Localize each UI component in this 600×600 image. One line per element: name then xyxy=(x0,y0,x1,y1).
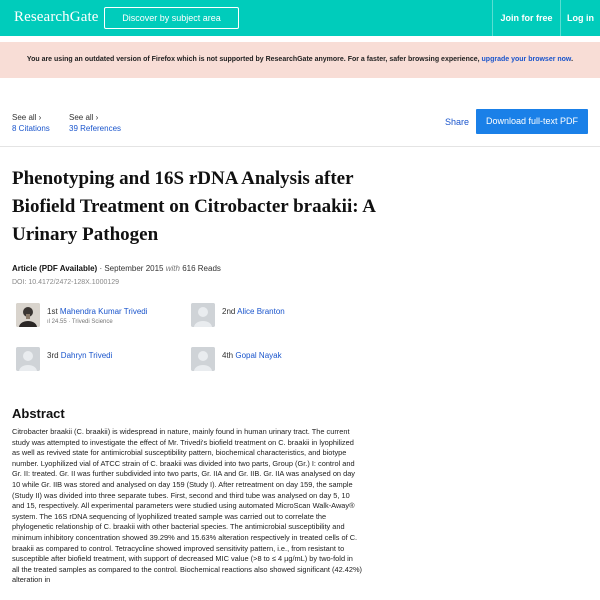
download-pdf-button[interactable]: Download full-text PDF xyxy=(476,109,588,134)
author-card xyxy=(191,347,381,375)
author-order: 1st xyxy=(47,307,58,316)
author-name[interactable]: Gopal Nayak xyxy=(235,351,282,360)
author-order: 2nd xyxy=(222,307,236,316)
author-name-line xyxy=(47,307,148,316)
notice-end: . xyxy=(571,56,574,63)
notice-text: You are using an outdated version of Firefox which is not supported by ResearchGate anymore. For a faster, safer browsing experience, xyxy=(26,56,482,63)
top-navbar xyxy=(0,0,600,36)
avatar[interactable] xyxy=(16,303,40,327)
user-placeholder-icon xyxy=(16,347,40,371)
avatar[interactable] xyxy=(191,303,215,327)
abstract-text: Citrobacter braakii (C. braakii) is widespread in nature, mainly found in human urinary tract. The current study was attempted to investigate the effect of Mr. Trivedi's biofield treatment on C. braakii in lyophilized as well as revived state for antimicrobial susceptibility pattern, biochemical characteristics, and biotype number. Lyophilized vial of ATCC strain of C. braakii was divided into two parts, Group (Gr.) I: control and Gr. II: treated. Gr. II was further subdivided into two parts, Gr. IIA and Gr. IIB. Gr. IIA was analysed on day 10 while Gr. IIB was stored and analysed on day 159 (Study I). After retreatment on day 159, the sample (Study II) was divided into three separate tubes. First, second and third tube was analysed on day 5, 10 and 15, respectively. All experimental parameters were studied using automated MicroScan Walk-Away® system. The 16S rDNA sequencing of lyophilized treated sample was carried out to correlate the phylogenetic relationship of C. braakii with other bacterial species. The antimicrobial susceptibility and minimum inhibitory concentration showed 39.29% and 15.63% alteration respectively in treated cells of C. braakii as compared to control. Tetracycline showed improved sensitivity pattern, i.e., from resistant to susceptible after biofield treatment, with support of decreased MIC value (>8 to ≤ 4 µg/mL) by two-fold in all the treated samples as compared to the control. Biochemical reactions also showed significant (42.42%) alteration in xyxy=(12,427,363,585)
author-card xyxy=(16,347,206,375)
avatar[interactable] xyxy=(16,347,40,371)
author-name-line xyxy=(222,307,285,316)
author-order: 4th xyxy=(222,351,234,360)
author-name[interactable]: Mahendra Kumar Trivedi xyxy=(59,307,148,316)
abstract-heading: Abstract xyxy=(12,406,65,421)
author-institution: · Trivedi Science xyxy=(68,319,113,325)
author-info xyxy=(47,319,113,325)
share-button[interactable]: Share xyxy=(445,117,470,127)
doi: DOI: 10.4172/2472-128X.1000129 xyxy=(12,279,120,286)
author-score: 24.55 xyxy=(51,319,67,325)
login-button[interactable]: Log in xyxy=(560,0,600,36)
score-icon: ıl xyxy=(47,319,50,325)
reads-count: 616 Reads xyxy=(182,264,221,273)
discover-button[interactable]: Discover by subject area xyxy=(104,7,239,29)
researchgate-logo[interactable]: ResearchGate xyxy=(14,9,99,25)
user-placeholder-icon xyxy=(191,303,215,327)
see-all-references-link[interactable]: See all › xyxy=(69,113,99,122)
see-all-citations-link[interactable]: See all › xyxy=(12,113,42,122)
author-name-line xyxy=(47,351,112,360)
article-type: Article (PDF Available) xyxy=(12,264,98,273)
references-count[interactable]: 39 References xyxy=(69,124,122,133)
upgrade-browser-link[interactable]: upgrade your browser now xyxy=(481,56,572,63)
avatar[interactable] xyxy=(191,347,215,371)
article-title: Phenotyping and 16S rDNA Analysis after Biofield Treatment on Citrobacter braakii: A Urinary Pathogen xyxy=(12,168,375,245)
divider xyxy=(0,146,600,147)
with-label: with xyxy=(165,264,180,273)
user-placeholder-icon xyxy=(191,347,215,371)
author-card xyxy=(16,303,206,331)
author-name[interactable]: Alice Branton xyxy=(237,307,285,316)
join-button[interactable]: Join for free xyxy=(492,0,560,36)
author-card xyxy=(191,303,381,331)
article-meta xyxy=(12,264,221,273)
author-order: 3rd xyxy=(47,351,59,360)
author-name-line xyxy=(222,351,282,360)
citations-stat[interactable] xyxy=(12,112,50,134)
citations-count[interactable]: 8 Citations xyxy=(12,124,50,133)
article-date: · September 2015 xyxy=(99,264,164,273)
references-stat[interactable] xyxy=(69,112,121,134)
browser-notice xyxy=(0,42,600,78)
author-name[interactable]: Dahryn Trivedi xyxy=(60,351,113,360)
